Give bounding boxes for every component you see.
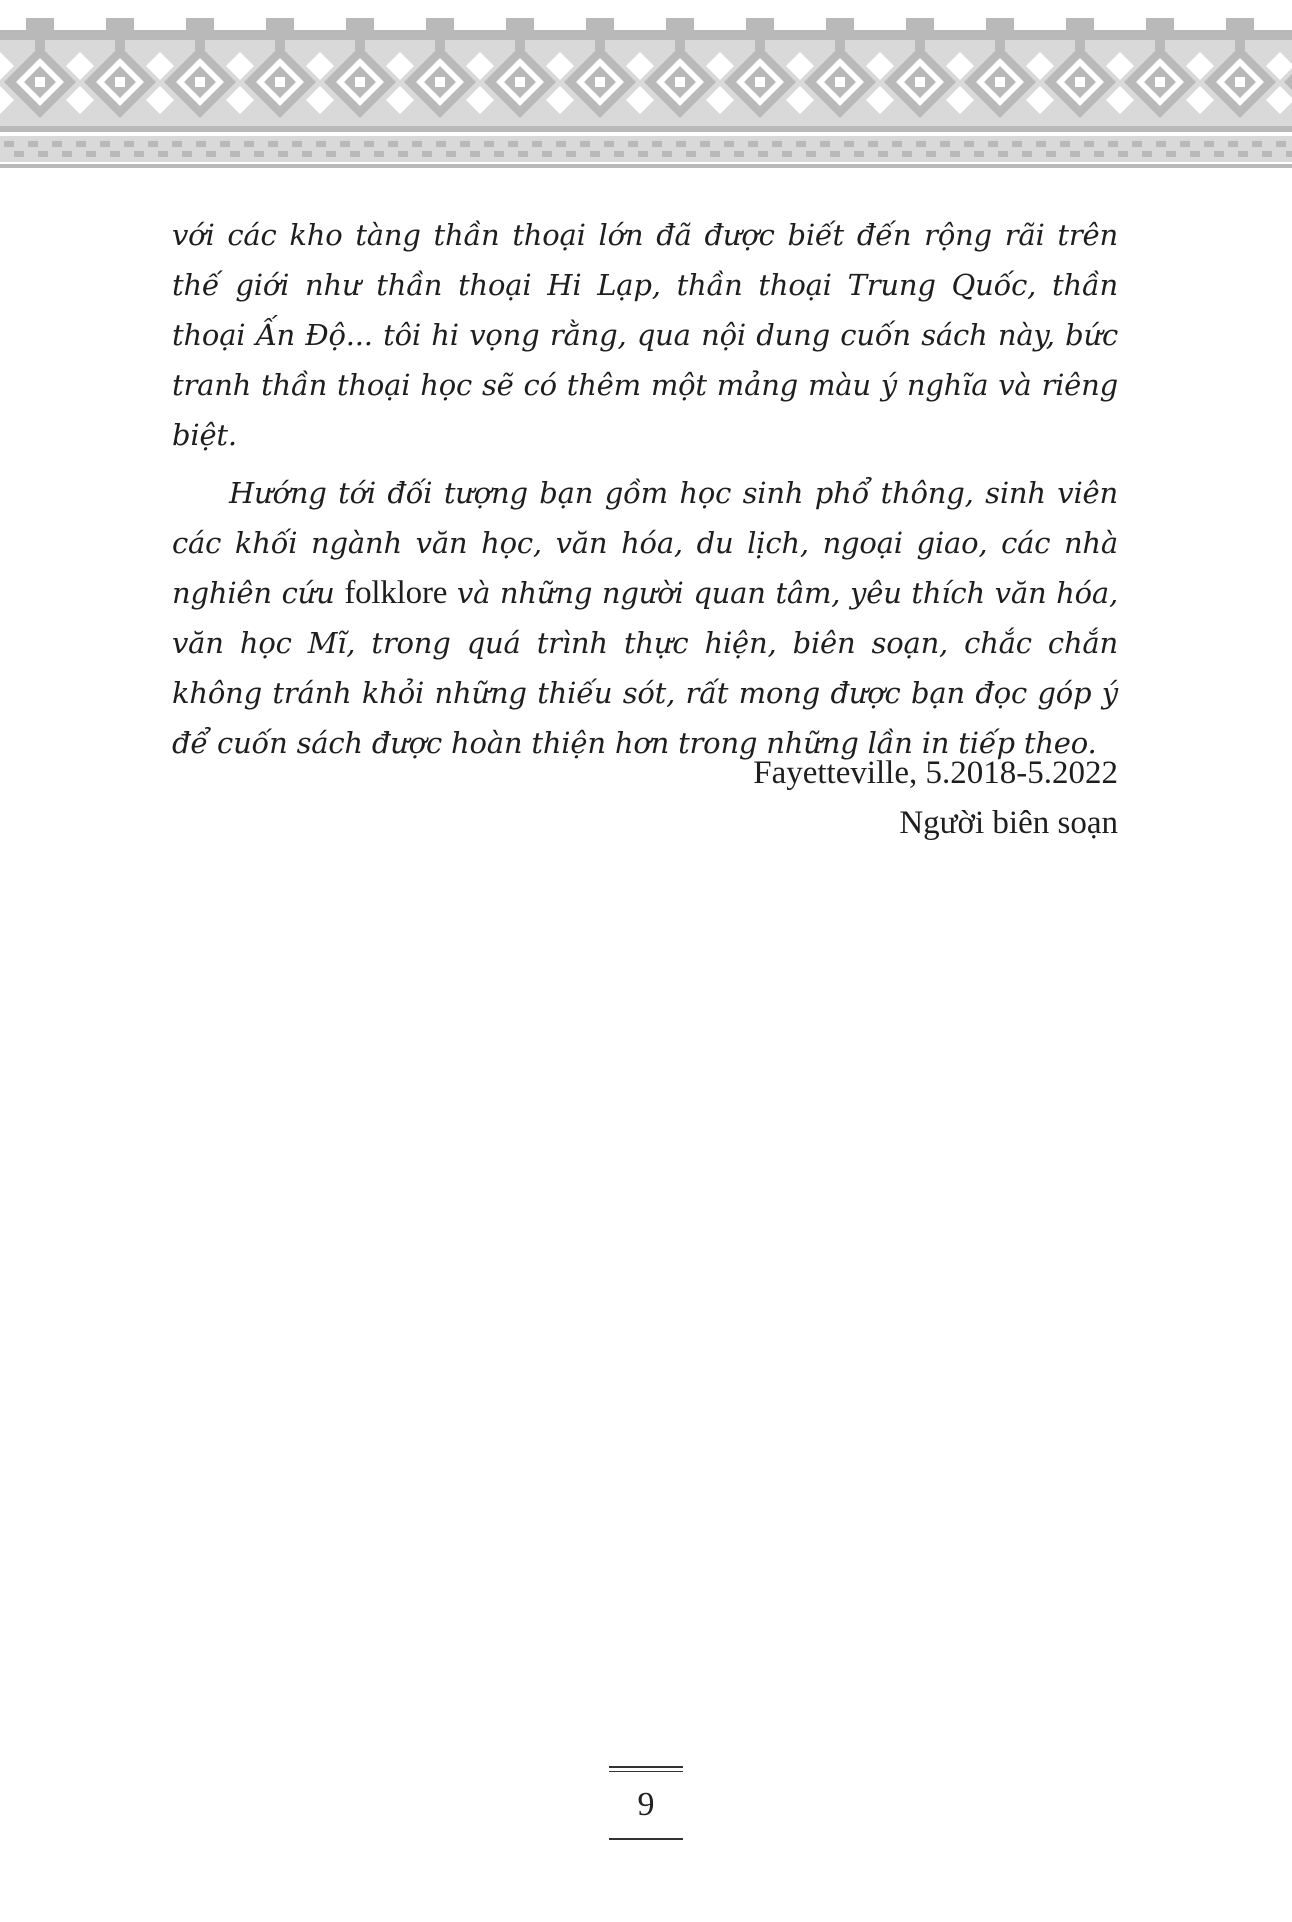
ornament-lower-dash bbox=[28, 141, 38, 147]
ornament-lower-dash bbox=[460, 141, 470, 147]
ornament-lower-dash bbox=[4, 141, 14, 147]
ornament-lower-dash bbox=[484, 141, 494, 147]
ornament-diamond-center bbox=[515, 77, 525, 87]
ornament-top-tooth bbox=[986, 18, 1014, 32]
ornament-top-tooth bbox=[666, 18, 694, 32]
ornament-lower-dash bbox=[974, 151, 984, 157]
ornament-lower-dash bbox=[302, 151, 312, 157]
ornament-lower-dash bbox=[916, 141, 926, 147]
ornament-lower-dash bbox=[830, 151, 840, 157]
ornament-lower-dash bbox=[220, 141, 230, 147]
ornament-lower-dash bbox=[158, 151, 168, 157]
ornament-lower-dash bbox=[388, 141, 398, 147]
ornament-lower-dash bbox=[268, 141, 278, 147]
ornament-lower-dash bbox=[364, 141, 374, 147]
ornament-bottom-rule bbox=[0, 164, 1292, 168]
ornament-lower-dash bbox=[172, 141, 182, 147]
ornament-lower-dash bbox=[1286, 151, 1292, 157]
ornament-lower-dash bbox=[638, 151, 648, 157]
ornament-lower-dash bbox=[950, 151, 960, 157]
ornament-top-tooth bbox=[506, 18, 534, 32]
ornament-lower-dash bbox=[1142, 151, 1152, 157]
ornament-lower-dash bbox=[964, 141, 974, 147]
ornament-lower-dash bbox=[604, 141, 614, 147]
ornament-lower-dash bbox=[1180, 141, 1190, 147]
ornament-lower-dash bbox=[734, 151, 744, 157]
ornament-lower-dash bbox=[1166, 151, 1176, 157]
ornament-lower-bar bbox=[0, 126, 1292, 132]
signature-block bbox=[753, 748, 1118, 848]
ornament-lower-dash bbox=[652, 141, 662, 147]
ornament-lower-dash bbox=[278, 151, 288, 157]
body-text bbox=[172, 210, 1118, 768]
ornament-top-tooth bbox=[906, 18, 934, 32]
signature-place-date: Fayetteville, 5.2018-5.2022 bbox=[753, 755, 1118, 791]
ornament-lower-dash bbox=[62, 151, 72, 157]
ornament-diamond-center bbox=[675, 77, 685, 87]
ornament-lower-dash bbox=[254, 151, 264, 157]
ornament-lower-dash bbox=[1132, 141, 1142, 147]
ornament-lower-dash bbox=[14, 151, 24, 157]
ornament-lower-dash bbox=[350, 151, 360, 157]
ornament-lower-dash bbox=[998, 151, 1008, 157]
ornament-lower-dash bbox=[86, 151, 96, 157]
ornament-top-tooth bbox=[186, 18, 214, 32]
ornament-diamond-center bbox=[35, 77, 45, 87]
signature-author: Người biên soạn bbox=[899, 805, 1118, 841]
ornament-lower-dash bbox=[772, 141, 782, 147]
ornament-lower-dash bbox=[926, 151, 936, 157]
ornament-lower-dash bbox=[556, 141, 566, 147]
ornament-lower-dash bbox=[614, 151, 624, 157]
ornament-lower-dash bbox=[1238, 151, 1248, 157]
ornament-top-tooth bbox=[426, 18, 454, 32]
ornament-lower-dash bbox=[412, 141, 422, 147]
ornament-lower-dash bbox=[878, 151, 888, 157]
ornament-lower-dash bbox=[1228, 141, 1238, 147]
paragraph-2-part-2: và những người quan tâm, yêu thích văn hóa, văn học Mĩ, trong quá trình thực hiện, biên soạn, chắc chắn không tránh khỏi những thiếu sót, rất mong được bạn đọc góp ý để cuốn sách được hoàn thiện hơn trong những lần in tiếp theo. bbox=[172, 576, 1119, 760]
ornament-diamond-center bbox=[1155, 77, 1165, 87]
ornament-top-tooth bbox=[346, 18, 374, 32]
ornament-lower-dash bbox=[1276, 141, 1286, 147]
ornament-lower-dash bbox=[1204, 141, 1214, 147]
ornament-diamond-center bbox=[355, 77, 365, 87]
ornament-lower-dash bbox=[134, 151, 144, 157]
ornament-lower-dash bbox=[854, 151, 864, 157]
ornament-lower-dash bbox=[748, 141, 758, 147]
ornament-lower-dash bbox=[1012, 141, 1022, 147]
ornament-diamond-center bbox=[835, 77, 845, 87]
ornament-lower-dash bbox=[628, 141, 638, 147]
ornament-lower-dash bbox=[38, 151, 48, 157]
ornament-lower-dash bbox=[398, 151, 408, 157]
ornament-diamond-center bbox=[1235, 77, 1245, 87]
ornament-diamond-center bbox=[195, 77, 205, 87]
ornament-top-tooth bbox=[1066, 18, 1094, 32]
ornament-lower-dash bbox=[470, 151, 480, 157]
ornament-lower-dash bbox=[1060, 141, 1070, 147]
ornament-lower-dash bbox=[230, 151, 240, 157]
ornament-top-tooth bbox=[106, 18, 134, 32]
ornament-lower-dash bbox=[494, 151, 504, 157]
ornament-top-tooth bbox=[746, 18, 774, 32]
ornament-top-tooth bbox=[586, 18, 614, 32]
ornament-lower-dash bbox=[590, 151, 600, 157]
ornament-diamond-center bbox=[275, 77, 285, 87]
ornament-lower-dash bbox=[436, 141, 446, 147]
paragraph-2-folklore-term: folklore bbox=[344, 575, 448, 611]
ornament-lower-dash bbox=[782, 151, 792, 157]
ornament-diamond-center bbox=[435, 77, 445, 87]
ornament-lower-dash bbox=[1036, 141, 1046, 147]
ornament-diamond-center bbox=[755, 77, 765, 87]
ornament-lower-dash bbox=[196, 141, 206, 147]
paragraph-2 bbox=[172, 468, 1118, 768]
ornament-lower-dash bbox=[724, 141, 734, 147]
ornament-diamond-center bbox=[915, 77, 925, 87]
ornament-lower-dash bbox=[374, 151, 384, 157]
ornament-lower-dash bbox=[244, 141, 254, 147]
ornament-lower-dash bbox=[1262, 151, 1272, 157]
ornament-lower-dash bbox=[1046, 151, 1056, 157]
ornament-lower-dash bbox=[988, 141, 998, 147]
ornament-diamond-center bbox=[995, 77, 1005, 87]
ornament-diamond-center bbox=[1075, 77, 1085, 87]
ornament-lower-dash bbox=[1108, 141, 1118, 147]
decorative-header-border bbox=[0, 0, 1292, 180]
ornament-lower-dash bbox=[446, 151, 456, 157]
ornament-lower-dash bbox=[110, 151, 120, 157]
ornament-lower-dash bbox=[710, 151, 720, 157]
ornament-lower-dash bbox=[662, 151, 672, 157]
ornament-lower-dash bbox=[686, 151, 696, 157]
ornament-lower-dash bbox=[1190, 151, 1200, 157]
ornament-lower-dash bbox=[100, 141, 110, 147]
ornament-top-tooth bbox=[1226, 18, 1254, 32]
paragraph-2-part-1: Hướng tới đối tượng bạn gồm học sinh phổ thông, sinh viên các khối ngành văn học, văn hóa, du lịch, ngoại giao, các nhà nghiên cứu bbox=[172, 476, 1118, 610]
ornament-lower-dash bbox=[1118, 151, 1128, 157]
ornament-lower-dash bbox=[316, 141, 326, 147]
ornament-lower-dash bbox=[52, 141, 62, 147]
ornament-lower-dash bbox=[902, 151, 912, 157]
ornament-lower-dash bbox=[1094, 151, 1104, 157]
ornament-lower-dash bbox=[542, 151, 552, 157]
ornament-lower-dash bbox=[868, 141, 878, 147]
ornament-lower-dash bbox=[1156, 141, 1166, 147]
ornament-top-tooth bbox=[26, 18, 54, 32]
ornament-top-tooth bbox=[1146, 18, 1174, 32]
ornament-lower-dash bbox=[518, 151, 528, 157]
ornament-lower-dash bbox=[676, 141, 686, 147]
ornament-lower-dash bbox=[1070, 151, 1080, 157]
ornament-lower-dash bbox=[1084, 141, 1094, 147]
ornament-lower-dash bbox=[76, 141, 86, 147]
ornament-lower-dash bbox=[566, 151, 576, 157]
ornament-lower-dash bbox=[326, 151, 336, 157]
ornament-lower-band bbox=[0, 136, 1292, 162]
ornament-lower-dash bbox=[940, 141, 950, 147]
ornament-lower-dash bbox=[844, 141, 854, 147]
ornament-lower-dash bbox=[580, 141, 590, 147]
ornament-lower-dash bbox=[806, 151, 816, 157]
page-number-box bbox=[609, 1766, 683, 1842]
ornament-lower-dash bbox=[292, 141, 302, 147]
woven-pattern-icon bbox=[0, 0, 1292, 180]
ornament-lower-dash bbox=[892, 141, 902, 147]
ornament-lower-dash bbox=[422, 151, 432, 157]
ornament-lower-dash bbox=[182, 151, 192, 157]
ornament-lower-dash bbox=[1214, 151, 1224, 157]
ornament-lower-dash bbox=[700, 141, 710, 147]
page-number-bottom-rule bbox=[609, 1838, 683, 1840]
ornament-lower-dash bbox=[148, 141, 158, 147]
ornament-diamond-center bbox=[595, 77, 605, 87]
ornament-lower-dash bbox=[508, 141, 518, 147]
ornament-lower-dash bbox=[1252, 141, 1262, 147]
ornament-lower-dash bbox=[532, 141, 542, 147]
page-number-top-rule bbox=[609, 1766, 683, 1768]
ornament-lower-dash bbox=[340, 141, 350, 147]
page-number: 9 bbox=[637, 1786, 655, 1823]
ornament-diamond-center bbox=[115, 77, 125, 87]
ornament-top-tooth bbox=[826, 18, 854, 32]
page-number-top-rule-thin bbox=[609, 1771, 683, 1772]
ornament-lower-dash bbox=[124, 141, 134, 147]
ornament-top-tooth bbox=[266, 18, 294, 32]
paragraph-1: với các kho tàng thần thoại lớn đã được biết đến rộng rãi trên thế giới như thần thoại Hi Lạp, thần thoại Trung Quốc, thần thoại Ấn Độ... tôi hi vọng rằng, qua nội dung cuốn sách này, bức tranh thần thoại học sẽ có thêm một mảng màu ý nghĩa và riêng biệt. bbox=[172, 218, 1118, 452]
ornament-lower-dash bbox=[1022, 151, 1032, 157]
ornament-lower-dash bbox=[820, 141, 830, 147]
ornament-lower-dash bbox=[796, 141, 806, 147]
ornament-lower-dash bbox=[758, 151, 768, 157]
ornament-lower-dash bbox=[206, 151, 216, 157]
